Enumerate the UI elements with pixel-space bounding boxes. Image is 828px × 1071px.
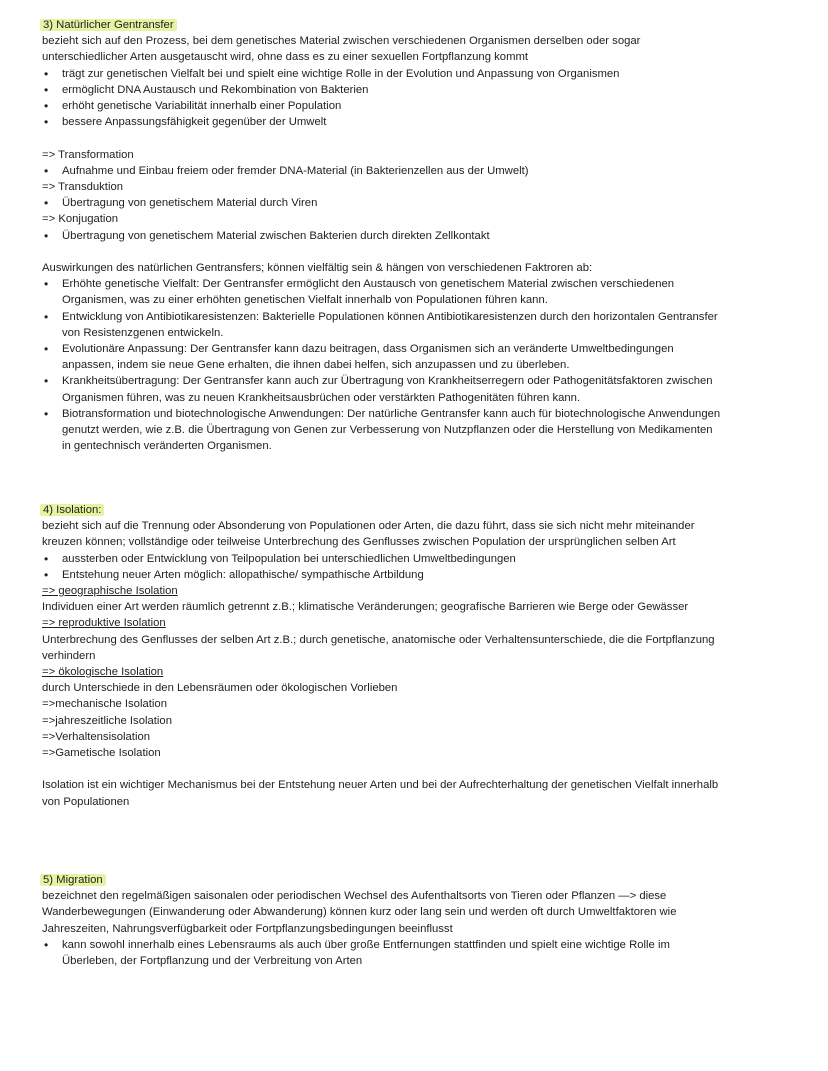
list-item: • Biotransformation und biotechnologische Anwendungen: Der natürliche Gentransfer kann auch für biotechnologische Anwendungen genutzt werden, wie z.B. die Übertragung von Genen zur Verbesserung von Nutzpflanzen oder die Herstellung von Medikamenten in gentechnisch veränderten Organismen. [42, 406, 722, 455]
transduktion-label: => Transduktion [42, 181, 124, 194]
bullet-list [42, 66, 722, 131]
list-item: • Übertragung von genetischem Material zwischen Bakterien durch direkten Zellkontakt [42, 228, 722, 244]
list-item: • erhöht genetische Variabilität innerhalb einer Population [42, 98, 722, 114]
list-item: • Entstehung neuer Arten möglich: allopathische/ sympathische Artbildung [42, 567, 722, 583]
section-intro: bezieht sich auf die Trennung oder Absonderung von Populationen oder Arten, die dazu führt, dass sie sich nicht mehr miteinander kreuzen können; vollständige oder teilweise Unterbrechung des Genflusses zwischen Population der ursprünglichen selben Art [42, 520, 695, 549]
reproductive-isolation-text: Unterbrechung des Genflusses der selben Art z.B.; durch genetische, anatomische oder Verhaltensunterschiede, die die Fortpflanzung verhindern [42, 633, 715, 662]
list-item: • trägt zur genetischen Vielfalt bei und spielt eine wichtige Rolle in der Evolution und Anpassung von Organismen [42, 66, 722, 82]
section-heading: 4) Isolation: [40, 504, 104, 516]
list-item: • ermöglicht DNA Austausch und Rekombination von Bakterien [42, 82, 722, 98]
bullet-list [42, 937, 722, 969]
transformation-label: => Transformation [42, 148, 134, 161]
section-natuerlicher-gentransfer [42, 17, 722, 454]
section-intro: bezieht sich auf den Prozess, bei dem genetisches Material zwischen verschiedenen Organismen derselben oder sogar unterschiedlicher Arten ausgetauscht wird, ohne dass es zu einer sexuellen Fortpflanzung kommt [42, 35, 641, 64]
list-item: • aussterben oder Entwicklung von Teilpopulation bei unterschiedlichen Umweltbedingungen [42, 551, 722, 567]
isolation-subtype: =>Verhaltensisolation [42, 730, 151, 743]
section-heading: 5) Migration [40, 874, 106, 886]
section-isolation [42, 502, 722, 810]
section-intro: bezeichnet den regelmäßigen saisonalen oder periodischen Wechsel des Aufenthaltsorts von Tieren oder Pflanzen —> diese Wanderbewegungen (Einwanderung oder Abwanderung) können kurz oder lang sein und werden oft durch Umweltfaktoren wie Jahreszeiten, Nahrungsverfügbarkeit oder Fortpflanzungsbedingungen beeinflusst [42, 890, 677, 935]
isolation-subtype: =>Gametische Isolation [42, 747, 161, 760]
konjugation-label: => Konjugation [42, 213, 119, 226]
isolation-subtype: =>jahreszeitliche Isolation [42, 714, 172, 727]
list-item: • Aufnahme und Einbau freiem oder fremder DNA-Material (in Bakterienzellen aus der Umwelt) [42, 163, 722, 179]
effects-intro: Auswirkungen des natürlichen Gentransfers; können vielfältig sein & hängen von verschiedenen Faktroren ab: [42, 262, 593, 275]
reproductive-isolation-title: => reproduktive Isolation [42, 617, 166, 630]
bullet-list [42, 228, 722, 244]
list-item: • Übertragung von genetischem Material durch Viren [42, 195, 722, 211]
list-item: • bessere Anpassungsfähigkeit gegenüber der Umwelt [42, 114, 722, 130]
bullet-list [42, 163, 722, 179]
list-item: • Erhöhte genetische Vielfalt: Der Gentransfer ermöglicht den Austausch von genetischem Material zwischen verschiedenen Organismen, was zu einer erhöhten genetischen Vielfalt innerhalb von Populationen führen kann. [42, 276, 722, 308]
geographic-isolation-title: => geographische Isolation [42, 585, 178, 598]
list-item: • kann sowohl innerhalb eines Lebensraums als auch über große Entfernungen stattfinden und spielt eine wichtige Rolle im Überleben, der Fortpflanzung und der Verbreitung von Arten [42, 937, 722, 969]
isolation-subtype: =>mechanische Isolation [42, 698, 167, 711]
isolation-summary: Isolation ist ein wichtiger Mechanismus bei der Entstehung neuer Arten und bei der Aufrechterhaltung der genetischen Vielfalt innerhalb von Populationen [42, 779, 719, 808]
ecological-isolation-title: => ökologische Isolation [42, 666, 164, 679]
bullet-list [42, 551, 722, 583]
section-heading: 3) Natürlicher Gentransfer [40, 19, 177, 31]
list-item: • Evolutionäre Anpassung: Der Gentransfer kann dazu beitragen, dass Organismen sich an veränderte Umweltbedingungen anpassen, indem sie neue Gene erhalten, die ihnen dabei helfen, sich anzupassen und zu überleben. [42, 341, 722, 373]
list-item: • Entwicklung von Antibiotikaresistenzen: Bakterielle Populationen können Antibiotikaresistenzen durch den horizontalen Gentransfer von Resistenzgenen entwickeln. [42, 309, 722, 341]
geographic-isolation-text: Individuen einer Art werden räumlich getrennt z.B.; klimatische Veränderungen; geografische Barrieren wie Berge oder Gewässer [42, 601, 689, 614]
bullet-list [42, 195, 722, 211]
ecological-isolation-text: durch Unterschiede in den Lebensräumen oder ökologischen Vorlieben [42, 682, 398, 695]
list-item: • Krankheitsübertragung: Der Gentransfer kann auch zur Übertragung von Krankheitserregern oder Pathogenitätsfaktoren zwischen Organismen führen, was zu neuen Krankheitsausbrüchen oder verstärkten Pathogenitäten führen kann. [42, 373, 722, 405]
section-migration [42, 872, 722, 969]
effects-list [42, 276, 722, 454]
